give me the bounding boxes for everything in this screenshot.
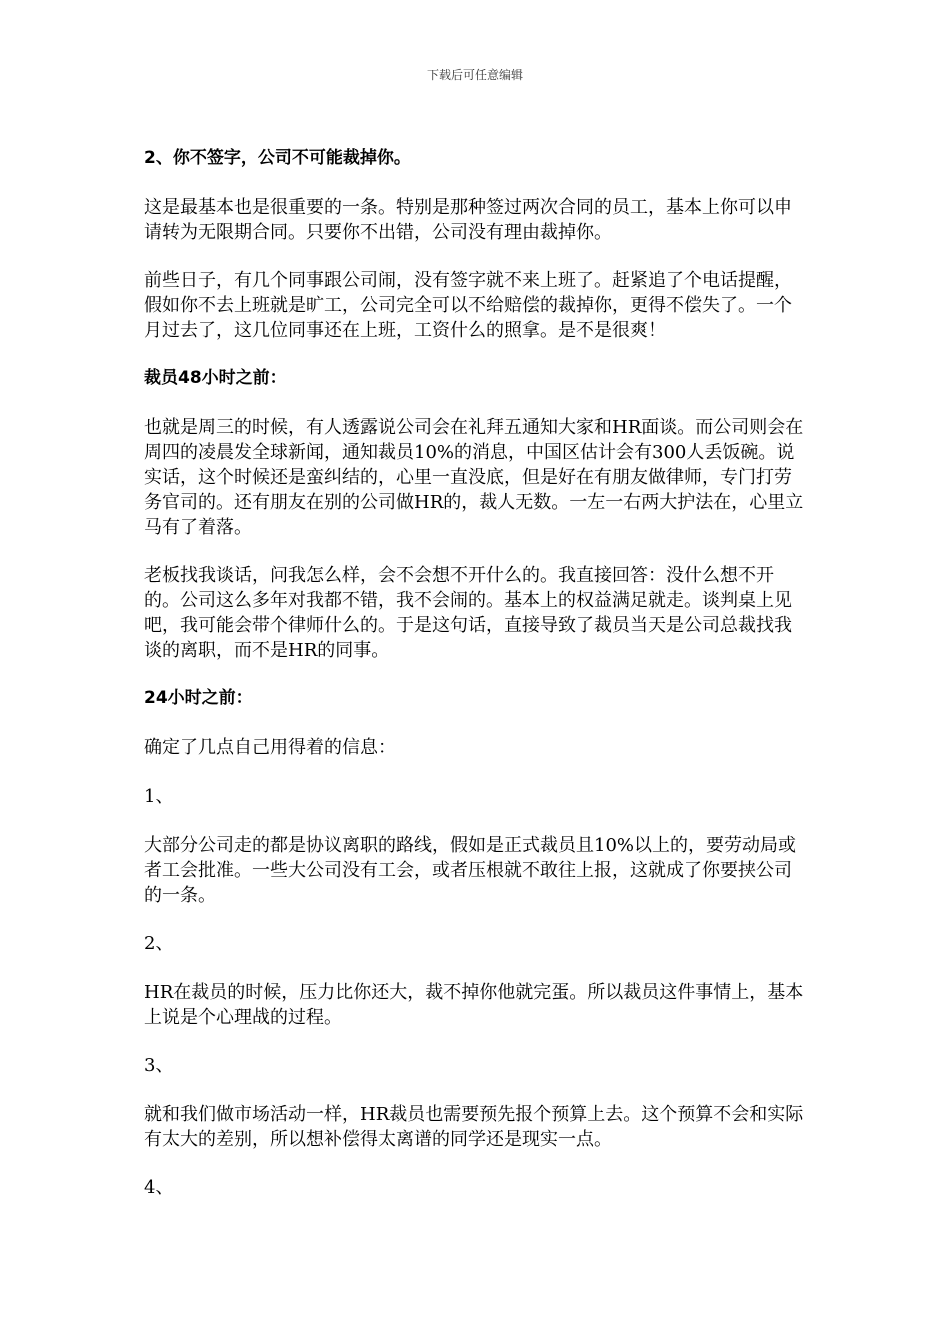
list-number-3: 3、 (144, 1055, 174, 1076)
document-body (144, 146, 804, 1200)
paragraph-boss-talk: 老板找我谈话，问我怎么样，会不会想不开什么的。我直接回答：没什么想不开的。公司这么多年对我都不错，我不会闹的。基本上的权益满足就走。谈判桌上见吧，我可能会带个律师什么的。于是这句话，直接导致了裁员当天是公司总裁找我谈的离职，而不是HR的同事。 (144, 565, 792, 661)
list-number-1: 1、 (144, 786, 174, 807)
paragraph-point-3: 就和我们做市场活动一样，HR裁员也需要预先报个预算上去。这个预算不会和实际有太大的差别，所以想补偿得太离谱的同学还是现实一点。 (144, 1104, 804, 1150)
section-heading-24-hours: 24小时之前： (144, 688, 253, 708)
paragraph-colleagues: 前些日子，有几个同事跟公司闹，没有签字就不来上班了。赶紧追了个电话提醒，假如你不去上班就是旷工，公司完全可以不给赔偿的裁掉你，更得不偿失了。一个月过去了，这几位同事还在上班，工资什么的照拿。是不是很爽！ (144, 270, 792, 341)
page-header: 下载后可任意编辑 (426, 68, 523, 82)
section-heading-48-hours: 裁员48小时之前： (144, 368, 287, 388)
list-number-4: 4、 (144, 1177, 174, 1198)
paragraph-point-1: 大部分公司走的都是协议离职的路线，假如是正式裁员且10%以上的，要劳动局或者工会批准。一些大公司没有工会，或者压根就不敢往上报，这就成了你要挟公司的一条。 (144, 835, 797, 906)
paragraph-info-intro: 确定了几点自己用得着的信息： (144, 737, 396, 758)
list-number-2: 2、 (144, 933, 174, 954)
section-heading-no-signature: 2、你不签字，公司不可能裁掉你。 (144, 148, 411, 168)
paragraph-basic-rule: 这是最基本也是很重要的一条。特别是那种签过两次合同的员工，基本上你可以申请转为无限期合同。只要你不出错，公司没有理由裁掉你。 (144, 197, 792, 243)
paragraph-wednesday: 也就是周三的时候，有人透露说公司会在礼拜五通知大家和HR面谈。而公司则会在周四的凌晨发全球新闻，通知裁员10%的消息，中国区估计会有300人丢饭碗。说实话，这个时候还是蛮纠结的，心里一直没底，但是好在有朋友做律师，专门打劳务官司的。还有朋友在别的公司做HR的，裁人无数。一左一右两大护法在，心里立马有了着落。 (144, 417, 804, 538)
paragraph-point-2: HR在裁员的时候，压力比你还大，裁不掉你他就完蛋。所以裁员这件事情上，基本上说是个心理战的过程。 (144, 982, 804, 1028)
